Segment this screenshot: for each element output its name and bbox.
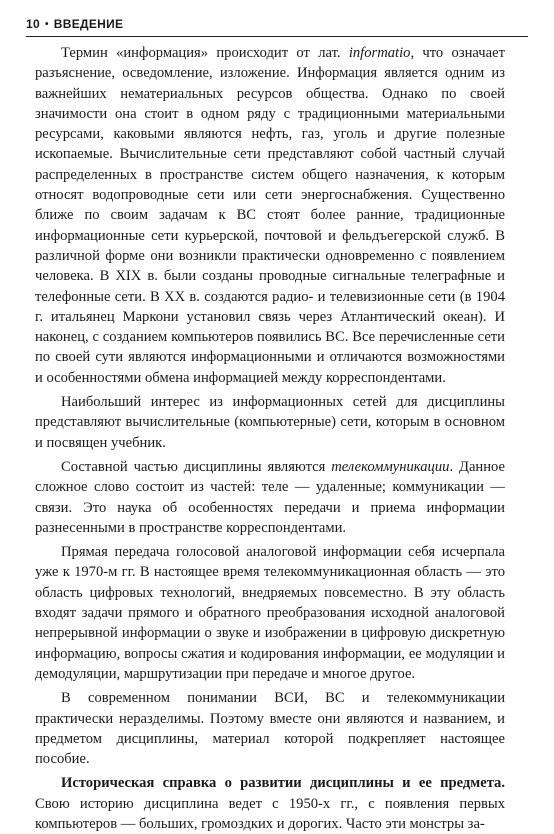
paragraph-1-before: Термин «информация» происходит от лат. (61, 45, 349, 61)
page-number: 10 (26, 17, 40, 31)
paragraph-6 (35, 773, 505, 834)
run-in-heading: Историческая справка о развитии дисциплины и ее предмета. (61, 775, 505, 792)
body-text (35, 43, 505, 834)
header-rule (26, 36, 528, 37)
paragraph-5: В современном понимании ВСИ, ВС и телекоммуникации практически неразделимы. Поэтому вместе они являются и названием, и предметом дисциплины, материал которой подкрепляет настоящее пособие. (35, 690, 505, 768)
paragraph-1 (35, 43, 505, 388)
paragraph-6-after: Свою историю дисциплина ведет с 1950-х гг., с появления первых компьютеров — больших, громоздких и дорогих. Часто эти монстры за- (35, 795, 505, 832)
section-title: ВВЕДЕНИЕ (53, 17, 124, 31)
header-bullet: • (44, 18, 49, 30)
paragraph-3-before: Составной частью дисциплины являются (61, 458, 332, 475)
paragraph-1-after: , что означает разъяснение, осведомление, изложение. Информация является одним из важнейших нематериальных ресурсов общества. Однако по своей значимости она стоит в одном ряду с традиционными материальными ресурсами, каковыми являются нефть, газ, уголь и другие полезные ископаемые. Вычислительные сети представляют собой частный случай распределенных в пространстве систем общего назначения, к которым относят водопроводные сети или сети энергоснабжения. Существенно ближе по своим задачам к ВС стоят более ранние, традиционные информационные сети курьерской, почтовой и фельдъегерской служб. В различной форме они возникли практически одновременно с появлением человека. В XIX в. были созданы проводные сигнальные телеграфные и телефонные сети. В XX в. создаются радио- и телевизионные сети (в 1904 г. итальянец Маркони установил связь через Атлантический океан). И наконец, с созданием компьютеров появились ВС. Все перечисленные сети по своей сути являются информационными и отличаются возможностями и особенностями обмена информацией между корреспондентами. (35, 45, 505, 386)
paragraph-3-after: . Данное сложное слово состоит из частей: теле — удаленные; коммуникации — связи. Это наука об особенностях передачи и приема информации разнесенными в пространстве корреспондентами. (35, 458, 505, 536)
latin-term: informatio (348, 45, 411, 61)
paragraph-4: Прямая передача голосовой аналоговой информации себя исчерпала уже к 1970-м гг. В настоящее время телекоммуникационная область — это область цифровых технологий, внедряемых повсеместно. В эту область входят задачи прямого и обратного преобразования исходной аналоговой непрерывной информации о звуке и изображении в цифровую дискретную информацию, вопросы сжатия и кодирования информации, ее модуляции и демодуляции, маршрутизации при передаче и многое другое. (35, 544, 505, 682)
telecom-term: телекоммуникации (331, 458, 450, 475)
paragraph-2: Наибольший интерес из информационных сетей для дисциплины представляют вычислительные (компьютерные) сети, которым в основном и посвящен учебник. (35, 394, 505, 451)
running-header (26, 17, 123, 31)
paragraph-3 (35, 457, 505, 538)
